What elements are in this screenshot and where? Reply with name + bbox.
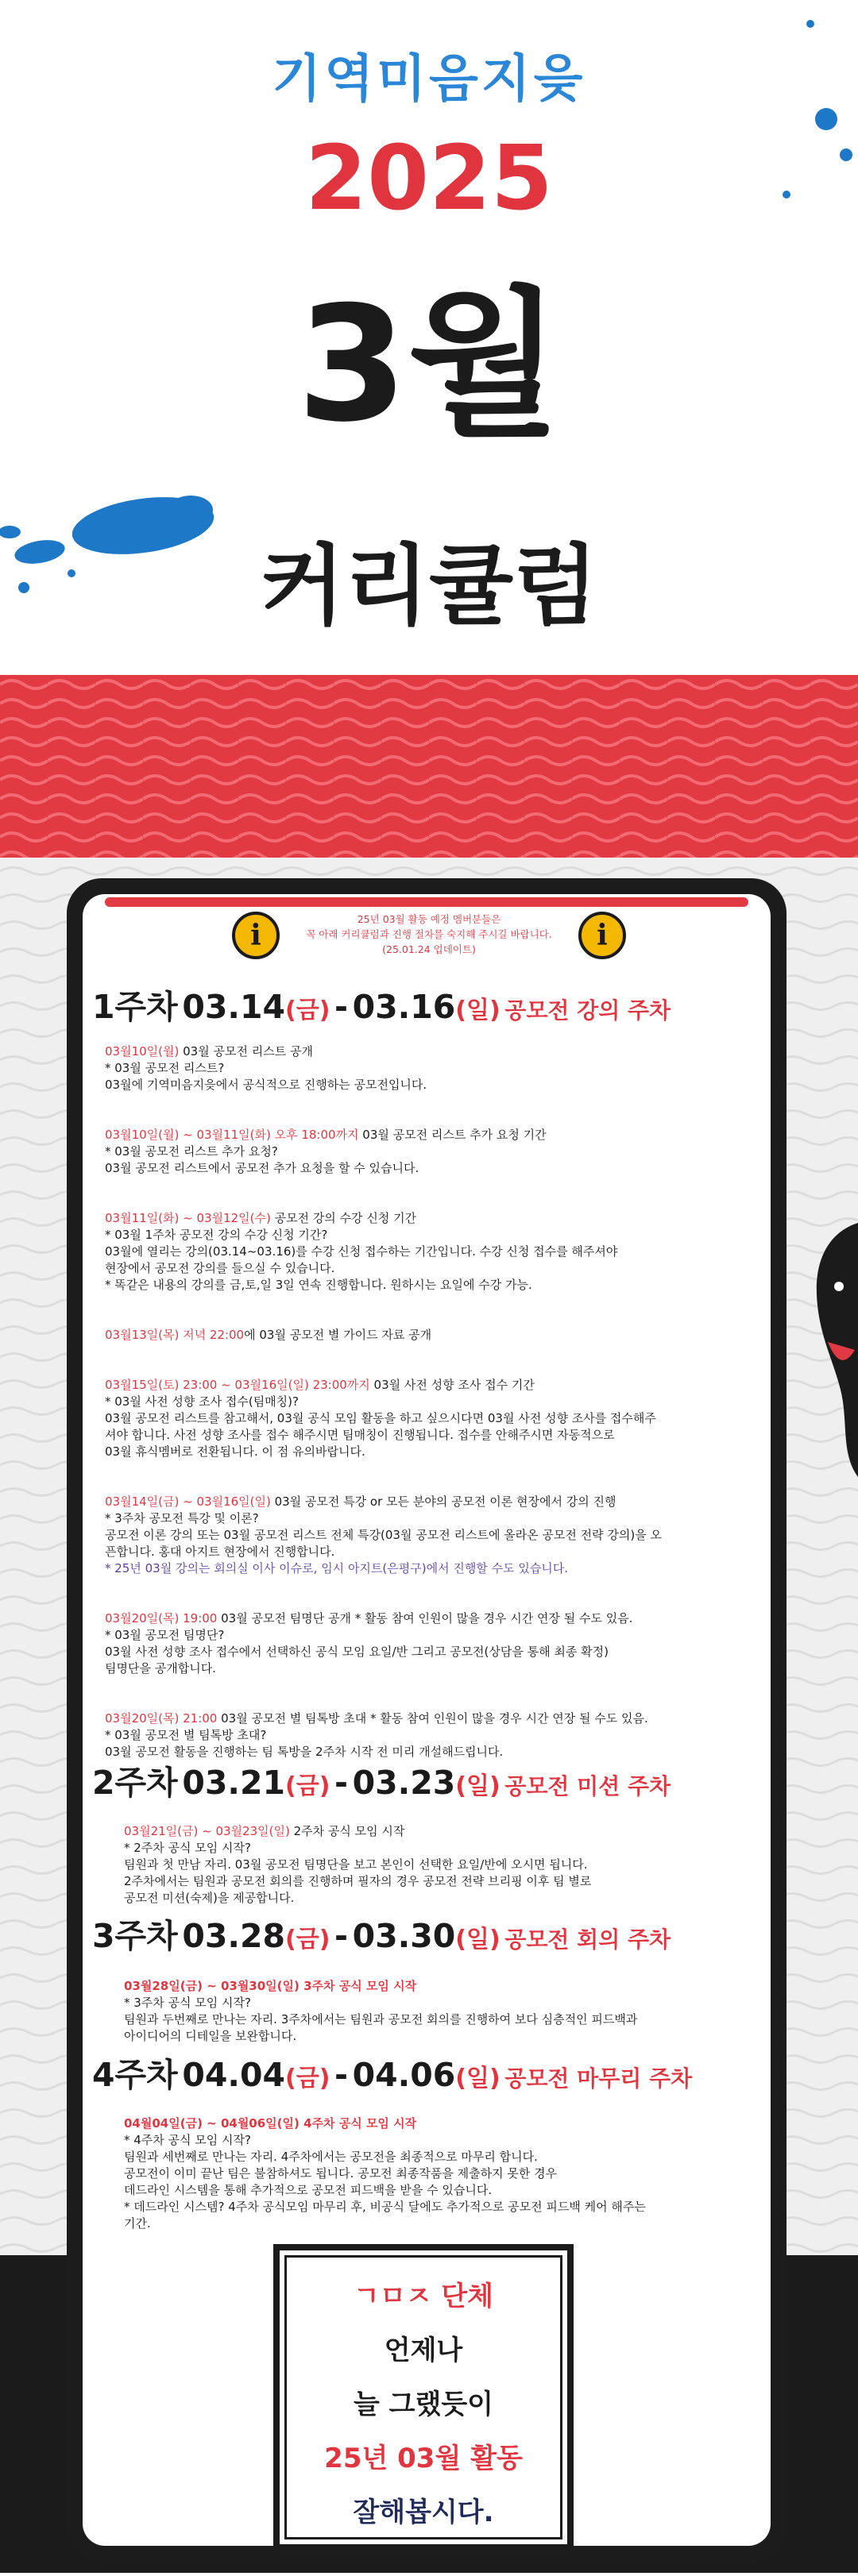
event-item	[105, 1127, 764, 1177]
event-item	[105, 1710, 764, 1760]
week-start-day: (금)	[285, 997, 330, 1024]
info-icon: i	[578, 912, 626, 959]
closing-line-5: 잘해봅시다.	[353, 2497, 494, 2528]
week-start-day: (금)	[285, 1926, 330, 1953]
week-end-date: 03.30	[352, 1917, 456, 1955]
event-desc: * 4주차 공식 모임 시작? 팀원과 세번째로 만나는 자리. 4주차에서는 공모전을 최종적으로 마무리 합니다. 공모전이 이미 끝난 팀은 불참하셔도 됩니다. 공모전 최종작품을 제출하지 못한 경우 데드라인 시스템을 통해 추가적으로 공모전 피드백을 받을 수 있습니다. * 데드라인 시스템? 4주차 공식모임 마무리 후, 비공식 달에도 추가적으로 공모전 피드백 케어 해주는 기간.	[124, 2133, 646, 2231]
notice-line-3: (25.01.24 업데이트)	[382, 943, 476, 955]
wave-band	[0, 675, 858, 858]
event-item	[105, 1377, 764, 1460]
event-date: 03월15일(토) 23:00 ~ 03월16일(일) 23:00까지	[105, 1378, 370, 1392]
event-title: 03월 공모전 리스트 추가 요청 기간	[358, 1128, 547, 1142]
phone-top-bar	[105, 897, 748, 907]
week-end-day: (일)	[455, 1926, 500, 1953]
event-item-week-3	[124, 1961, 759, 2061]
week-start-date: 03.28	[182, 1917, 286, 1955]
event-title: 2주차 공식 모임 시작	[289, 1824, 405, 1838]
event-date: 03월13일(목) 저녁 22:00	[105, 1328, 245, 1342]
notice-line-2: 꼭 아래 커리큘럼과 진행 절차를 숙지해 주시길 바랍니다.	[306, 928, 552, 940]
event-desc: * 03월 공모전 팀명단? 03월 사전 성향 조사 접수에서 선택하신 공식 모임 요일/반 그리고 공모전(상담을 통해 최종 확정) 팀명단을 공개합니다.	[105, 1628, 609, 1676]
event-date: 03월20일(목) 19:00	[105, 1611, 218, 1625]
week-start-date: 03.14	[182, 988, 286, 1026]
week-end-date: 04.06	[352, 2056, 456, 2094]
event-item	[105, 1327, 764, 1344]
event-title: 공모전 강의 수강 신청 기간	[270, 1211, 417, 1225]
week-number: 3주차	[92, 1917, 178, 1955]
event-date: 03월20일(목) 21:00	[105, 1711, 218, 1726]
week-theme: 공모전 회의 주차	[504, 1926, 671, 1953]
week-end-day: (일)	[455, 1772, 500, 1800]
event-item	[105, 1494, 764, 1577]
week-2-heading	[92, 1757, 671, 1803]
event-title: 03월 사전 성향 조사 접수 기간	[369, 1378, 535, 1392]
event-item	[105, 1610, 764, 1677]
event-date: 03월14일(금) ~ 03월16일(일)	[105, 1494, 271, 1509]
event-list-week-1	[105, 1027, 764, 1777]
week-start-day: (금)	[285, 2065, 330, 2092]
event-title: 03월 공모전 팀명단 공개 * 활동 참여 인원이 많을 경우 시간 연장 될 수도 있음.	[217, 1611, 633, 1625]
event-item-week-2	[124, 1807, 759, 1923]
event-title: 03월 공모전 별 팀톡방 초대 * 활동 참여 인원이 많을 경우 시간 연장 될 수도 있음.	[217, 1711, 648, 1726]
week-number: 4주차	[92, 2056, 178, 2094]
event-date: 03월28일(금) ~ 03월30일(일)	[124, 1979, 300, 1993]
curriculum-title: 커리큘럼	[260, 535, 598, 637]
brand-logo: 기역미음지읒	[272, 50, 586, 109]
week-dash: -	[334, 1917, 349, 1955]
week-end-day: (일)	[455, 2065, 500, 2092]
event-title: 03월 공모전 특강 or 모든 분야의 공모전 이론 현장에서 강의 진행	[270, 1494, 616, 1509]
week-end-date: 03.16	[352, 988, 456, 1026]
event-item-week-4	[124, 2099, 767, 2249]
event-title: 에 03월 공모전 별 가이드 자료 공개	[244, 1328, 432, 1342]
week-start-date: 03.21	[182, 1764, 286, 1802]
paint-splash-right	[763, 0, 858, 238]
info-icon: i	[232, 912, 280, 959]
notice-line-1: 25년 03월 활동 예정 멤버분들은	[357, 913, 501, 925]
event-desc: * 3주차 공모전 특강 및 이론? 공모전 이론 강의 또는 03월 공모전 리스트 전체 특강(03월 공모전 리스트에 올라온 공모전 전략 강의)을 오 픈합니다. 홍대 아지트 현장에서 진행합니다.	[105, 1511, 663, 1559]
month-title: 3월	[296, 272, 562, 457]
event-title: 4주차 공식 모임 시작	[299, 2116, 417, 2131]
week-dash: -	[334, 1764, 349, 1802]
event-date: 03월21일(금) ~ 03월23일(일)	[124, 1824, 290, 1838]
paint-splash-left	[0, 476, 238, 611]
event-title: 3주차 공식 모임 시작	[299, 1979, 417, 1993]
event-title: 03월 공모전 리스트 공개	[179, 1044, 313, 1059]
event-desc: * 2주차 공식 모임 시작? 팀원과 첫 만남 자리. 03월 공모전 팀명단을 보고 본인이 선택한 요일/반에 오시면 됩니다. 2주차에서는 팀원과 공모전 회의를 진행하며 필자의 경우 공모전 전략 브리핑 이후 팀 별로 공모전 미션(숙제)을 제공합니다.	[124, 1841, 592, 1905]
event-desc: * 03월 공모전 리스트 추가 요청? 03월 공모전 리스트에서 공모전 추가 요청을 할 수 있습니다.	[105, 1144, 419, 1175]
event-date: 03월11일(화) ~ 03월12일(수)	[105, 1211, 271, 1225]
event-desc: * 3주차 공식 모임 시작? 팀원과 두번째로 만나는 자리. 3주차에서는 팀원과 공모전 회의를 진행하여 보다 심층적인 피드백과 아이디어의 디테일을 보완합니다.	[124, 1996, 638, 2043]
week-theme: 공모전 미션 주차	[504, 1773, 671, 1799]
event-note: * 25년 03월 강의는 회의실 이사 이슈로, 임시 아지트(은평구)에서 진행할 수도 있습니다.	[105, 1561, 569, 1575]
wave-pattern	[0, 675, 858, 858]
week-theme: 공모전 마무리 주차	[504, 2065, 693, 2092]
week-theme: 공모전 강의 주차	[504, 997, 671, 1024]
week-start-date: 04.04	[182, 2056, 286, 2094]
event-date: 04월04일(금) ~ 04월06일(일)	[124, 2116, 300, 2131]
event-desc: * 03월 공모전 리스트? 03월에 기역미음지읒에서 공식적으로 진행하는 공모전입니다.	[105, 1061, 427, 1092]
event-date: 03월10일(월)	[105, 1044, 180, 1059]
year-title: 2025	[305, 127, 553, 230]
notice-text	[238, 912, 620, 957]
week-start-day: (금)	[285, 1772, 330, 1800]
closing-line-4: 25년 03월 활동	[324, 2443, 523, 2474]
closing-message-box	[273, 2244, 574, 2551]
event-item	[105, 1210, 764, 1294]
event-item	[105, 1043, 764, 1093]
closing-line-3: 늘 그랬듯이	[353, 2389, 494, 2420]
week-dash: -	[334, 2056, 349, 2094]
dog-mascot	[809, 1223, 858, 1477]
event-desc: * 03월 공모전 별 팀톡방 초대? 03월 공모전 활동을 진행하는 팀 톡방을 2주차 시작 전 미리 개설해드립니다.	[105, 1728, 504, 1759]
event-desc: * 03월 1주차 공모전 강의 수강 신청 기간? 03월에 열리는 강의(03.14~03.16)를 수강 신청 접수하는 기간입니다. 수강 신청 접수를 해주셔야 현장에서 공모전 강의를 들으실 수 있습니다. * 똑같은 내용의 강의를 금,토,일 3일 연속 진행합니다. 원하시는 요일에 수강 가능.	[105, 1228, 618, 1292]
closing-line-1: ㄱㅁㅈ 단체	[353, 2281, 494, 2312]
week-3-heading	[92, 1910, 671, 1957]
week-1-heading	[92, 981, 671, 1028]
week-number: 1주차	[92, 988, 178, 1026]
week-number: 2주차	[92, 1764, 178, 1802]
week-end-day: (일)	[455, 997, 500, 1024]
week-end-date: 03.23	[352, 1764, 456, 1802]
week-dash: -	[334, 988, 349, 1026]
event-date: 03월10일(월) ~ 03월11일(화) 오후 18:00까지	[105, 1128, 359, 1142]
closing-line-2: 언제나	[384, 2335, 463, 2366]
event-desc: * 03월 사전 성향 조사 접수(팀매칭)? 03월 공모전 리스트를 참고해서, 03월 공식 모임 활동을 하고 싶으시다면 03월 사전 성향 조사를 접수해주 셔야 합니다. 사전 성향 조사를 접수 해주시면 팀매칭이 진행됩니다. 접수를 안해주시면 자동적으로 03월 휴식멤버로 전환됩니다. 이 점 유의바랍니다.	[105, 1394, 656, 1459]
week-4-heading	[92, 2049, 692, 2096]
